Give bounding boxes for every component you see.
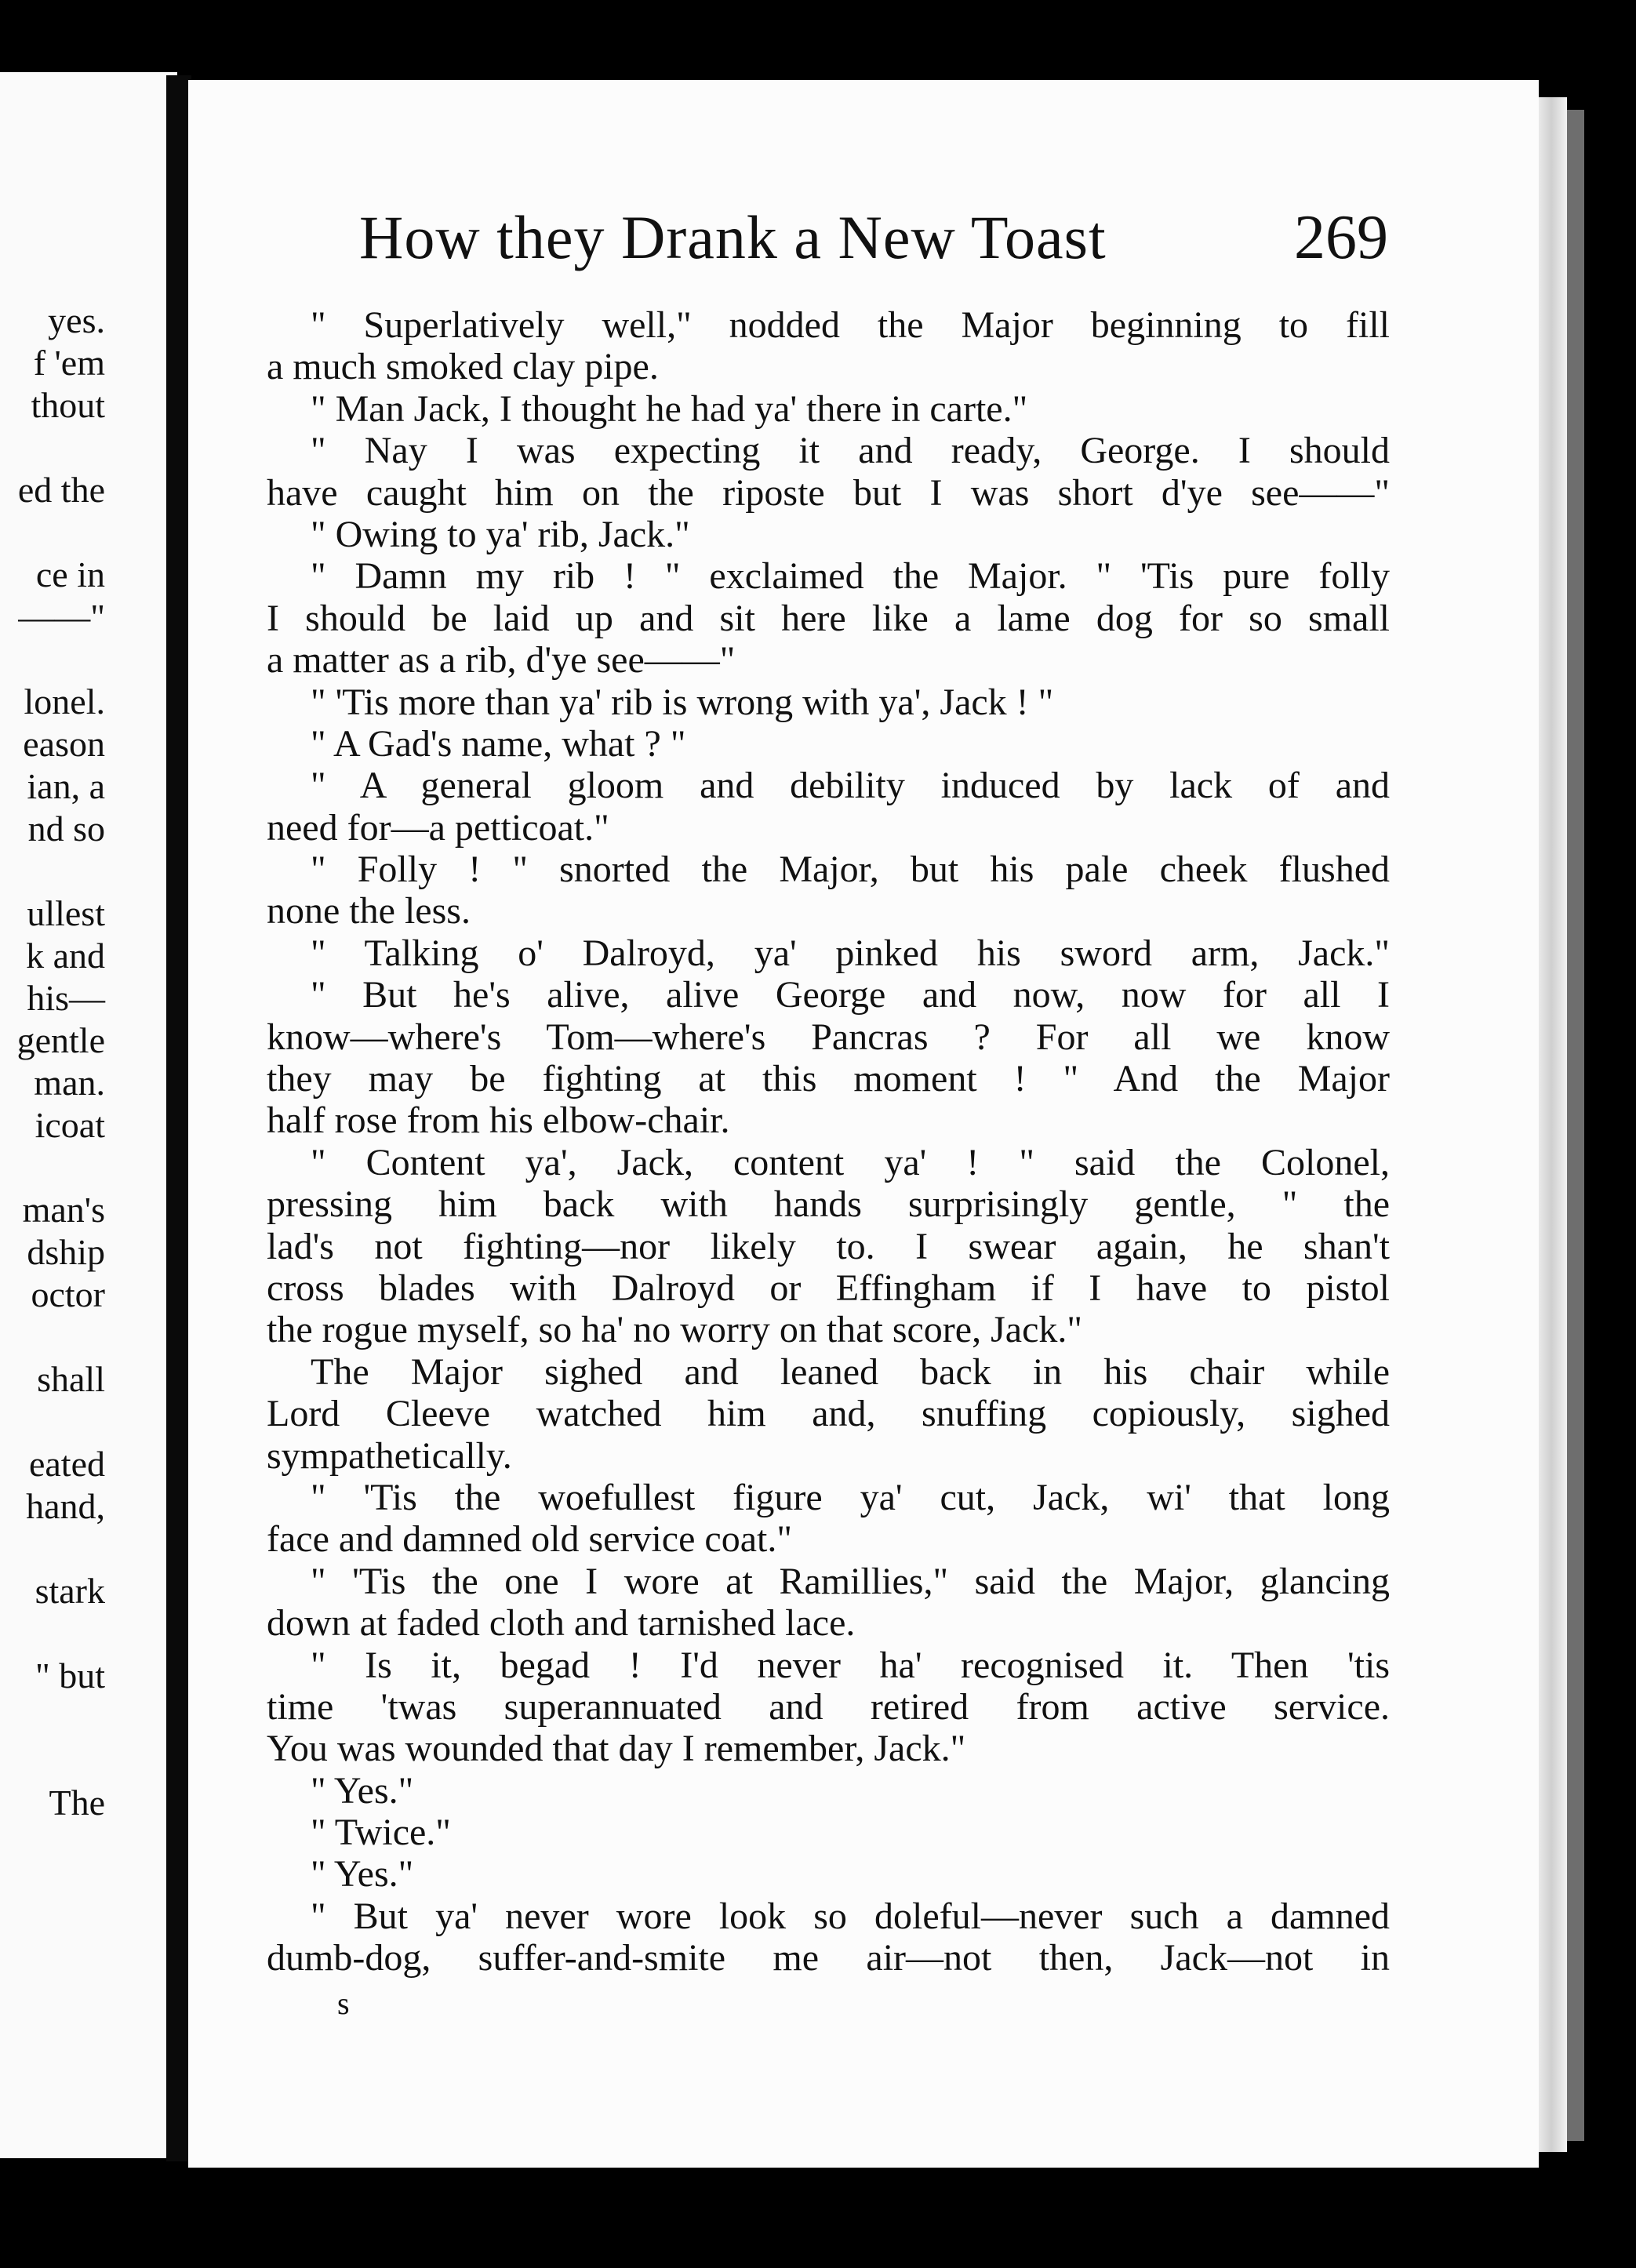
page-edge-shadow bbox=[1567, 110, 1584, 2141]
facing-page-line: ian, a bbox=[27, 766, 105, 806]
text-line: " 'Tis the woefullest figure ya' cut, Jack, wi' that long bbox=[311, 1476, 1390, 1518]
facing-page-line: gentle bbox=[16, 1020, 105, 1060]
text-line: a much smoked clay pipe. bbox=[267, 346, 659, 388]
facing-page-line: yes. bbox=[48, 300, 105, 340]
text-line: need for—a petticoat." bbox=[267, 806, 609, 849]
facing-page-line: stark bbox=[35, 1571, 105, 1611]
facing-page-line: ce in bbox=[35, 554, 105, 594]
facing-page-line: man's bbox=[22, 1190, 105, 1230]
text-line: know—where's Tom—where's Pancras ? For all we know bbox=[267, 1016, 1390, 1058]
facing-page-fragment bbox=[0, 72, 177, 2158]
facing-page-line: icoat bbox=[35, 1105, 105, 1145]
facing-page-line: dship bbox=[27, 1232, 105, 1272]
facing-page-line: ——" bbox=[18, 597, 105, 637]
text-line: " Twice." bbox=[311, 1812, 451, 1854]
text-line: they may be fighting at this moment ! " And the Major bbox=[267, 1058, 1390, 1100]
facing-page-line: lonel. bbox=[24, 681, 105, 721]
text-line: " But ya' never wore look so doleful—never such a damned bbox=[311, 1895, 1390, 1937]
facing-page-line: eated bbox=[28, 1444, 105, 1484]
running-title: How they Drank a New Toast bbox=[359, 203, 1107, 271]
text-line: " Nay I was expecting it and ready, George. I should bbox=[311, 430, 1390, 472]
text-line: " 'Tis the one I wore at Ramillies," said the Major, glancing bbox=[311, 1560, 1390, 1602]
text-line: " Superlatively well," nodded the Major beginning to fill bbox=[311, 304, 1390, 346]
text-line: the rogue myself, so ha' no worry on that score, Jack." bbox=[267, 1309, 1082, 1351]
facing-page-line: f 'em bbox=[33, 343, 105, 383]
text-line: cross blades with Dalroyd or Effingham if I have to pistol bbox=[267, 1267, 1390, 1309]
facing-page-line: ullest bbox=[27, 893, 105, 933]
text-line: " Yes." bbox=[311, 1769, 414, 1812]
text-line: down at faded cloth and tarnished lace. bbox=[267, 1602, 856, 1645]
text-line: pressing him back with hands surprisingly gentle, " the bbox=[267, 1183, 1390, 1226]
facing-page-line: ed the bbox=[17, 470, 105, 510]
facing-page-line: octor bbox=[31, 1274, 105, 1314]
text-line: " Folly ! " snorted the Major, but his pale cheek flushed bbox=[311, 849, 1390, 891]
text-line: The Major sighed and leaned back in his chair while bbox=[311, 1350, 1390, 1393]
text-line: " 'Tis more than ya' rib is wrong with ya', Jack ! " bbox=[311, 681, 1054, 723]
facing-page-line: thout bbox=[31, 385, 105, 425]
text-line: " A general gloom and debility induced by lack of and bbox=[311, 765, 1390, 807]
text-line: lad's not fighting—nor likely to. I swear again, he shan't bbox=[267, 1225, 1390, 1267]
text-line: You was wounded that day I remember, Jack." bbox=[267, 1728, 966, 1770]
facing-page-line: his— bbox=[27, 978, 105, 1018]
page-edge bbox=[1539, 97, 1567, 2152]
text-line: half rose from his elbow-chair. bbox=[267, 1099, 730, 1142]
facing-page-line: nd so bbox=[27, 809, 105, 849]
text-line: " But he's alive, alive George and now, now for all I bbox=[311, 974, 1390, 1016]
page-number: 269 bbox=[1294, 203, 1388, 272]
text-line: a matter as a rib, d'ye see——" bbox=[267, 639, 736, 681]
facing-page-line: man. bbox=[34, 1063, 105, 1103]
text-line: " Yes." bbox=[311, 1853, 414, 1895]
text-line: " Is it, begad ! I'd never ha' recognised it. Then 'tis bbox=[311, 1644, 1390, 1686]
facing-page-line: k and bbox=[26, 936, 105, 976]
text-line: none the less. bbox=[267, 890, 471, 932]
text-line: " Damn my rib ! " exclaimed the Major. " 'Tis pure folly bbox=[311, 555, 1390, 598]
facing-page-line: shall bbox=[37, 1359, 105, 1399]
text-line: Lord Cleeve watched him and, snuffing copiously, sighed bbox=[267, 1393, 1390, 1435]
facing-page-line: hand, bbox=[26, 1486, 105, 1526]
text-line: I should be laid up and sit here like a lame dog for so small bbox=[267, 597, 1390, 639]
text-line: time 'twas superannuated and retired from active service. bbox=[267, 1685, 1390, 1728]
text-line: " Owing to ya' rib, Jack." bbox=[311, 513, 690, 555]
text-line: " Talking o' Dalroyd, ya' pinked his sword arm, Jack." bbox=[311, 932, 1390, 974]
text-line: sympathetically. bbox=[267, 1434, 512, 1477]
facing-page-line: The bbox=[49, 1783, 105, 1823]
text-line: face and damned old service coat." bbox=[267, 1518, 792, 1561]
text-line: " A Gad's name, what ? " bbox=[311, 722, 686, 765]
text-line: have caught him on the riposte but I was short d'ye see——" bbox=[267, 471, 1390, 514]
body-text bbox=[267, 304, 1390, 1979]
facing-page-line: eason bbox=[23, 724, 105, 764]
signature-mark: s bbox=[337, 1986, 350, 2021]
facing-page-line: " but bbox=[35, 1656, 105, 1696]
text-line: dumb-dog, suffer-and-smite me air—not then, Jack—not in bbox=[267, 1937, 1390, 1979]
text-line: " Content ya', Jack, content ya' ! " said the Colonel, bbox=[311, 1141, 1390, 1183]
text-line: " Man Jack, I thought he had ya' there in carte." bbox=[311, 387, 1028, 430]
